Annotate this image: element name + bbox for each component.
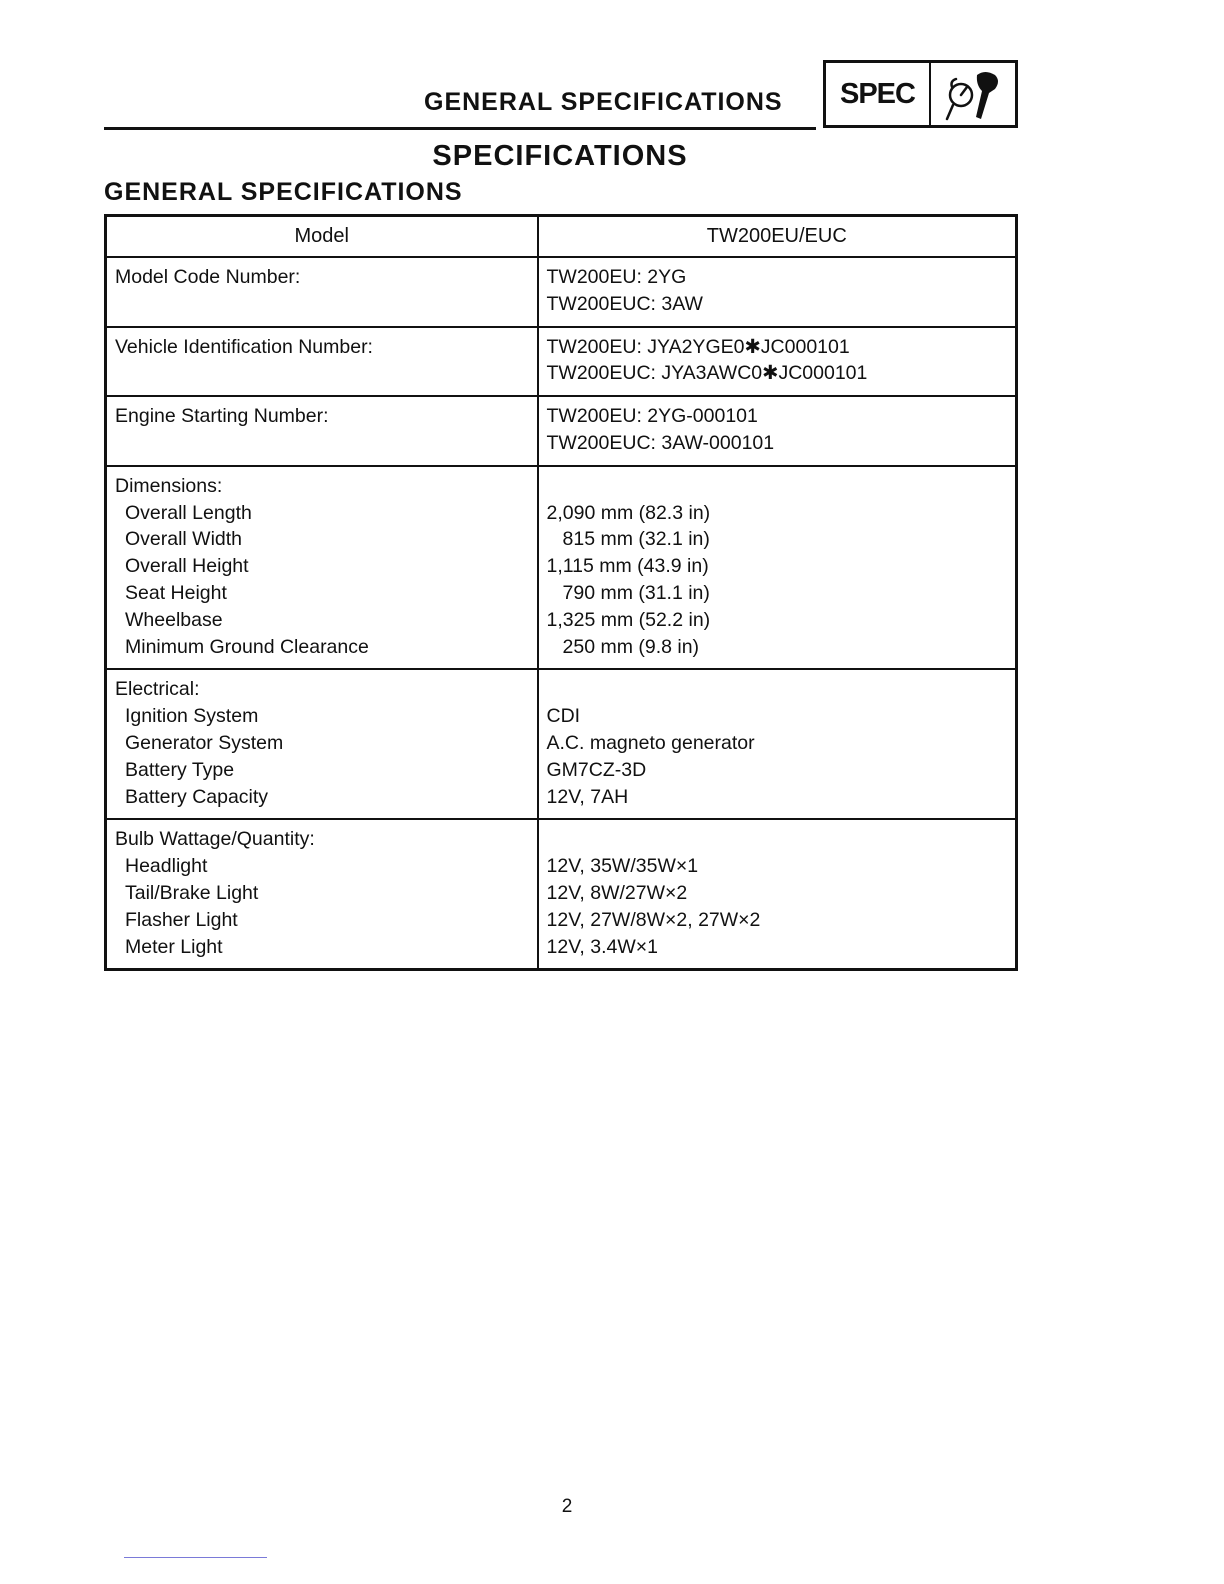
item-name: Generator System	[125, 731, 284, 754]
group-label: Dimensions:	[115, 474, 223, 497]
footer-underline	[124, 1557, 267, 1558]
group-label: Bulb Wattage/Quantity:	[115, 828, 315, 851]
item-value: 12V, 27W/8W×2, 27W×2	[546, 908, 761, 931]
row-value: TW200EU: 2YG	[546, 266, 687, 288]
item-name: Overall Width	[125, 528, 243, 551]
item-value: 1,115 mm (43.9 in)	[546, 555, 709, 578]
item-name: Minimum Ground Clearance	[125, 635, 369, 658]
spec-badge-label: SPEC	[826, 63, 931, 125]
item-value: 12V, 7AH	[546, 785, 629, 808]
item-value: GM7CZ-3D	[546, 758, 647, 781]
row-value: TW200EU: JYA2YGE0✱JC000101	[546, 335, 850, 358]
item-name: Ignition System	[125, 705, 259, 728]
item-name: Battery Capacity	[125, 785, 269, 808]
item-value: CDI	[546, 705, 581, 728]
row-value: TW200EU: 2YG-000101	[546, 405, 758, 428]
item-name: Tail/Brake Light	[125, 881, 259, 904]
page-number: 2	[561, 1496, 573, 1517]
group-label: Electrical:	[115, 678, 200, 701]
item-value: 12V, 35W/35W×1	[546, 855, 699, 878]
row-label: Engine Starting Number:	[115, 405, 329, 428]
item-value: 1,325 mm (52.2 in)	[546, 608, 711, 631]
table-row-engine-starting	[106, 396, 1017, 466]
running-header-title: GENERAL SPECIFICATIONS	[424, 88, 783, 116]
row-value: TW200EUC: 3AW-000101	[546, 431, 775, 454]
item-name: Flasher Light	[125, 908, 238, 931]
table-row-vin	[106, 327, 1017, 397]
item-value: A.C. magneto generator	[546, 731, 755, 754]
item-value: 12V, 8W/27W×2	[546, 881, 688, 904]
general-specifications-table	[104, 214, 1018, 971]
item-value: 2,090 mm (82.3 in)	[546, 501, 711, 524]
table-header-row	[106, 216, 1017, 258]
item-name: Seat Height	[125, 581, 227, 604]
row-value: TW200EUC: JYA3AWC0✱JC000101	[546, 362, 868, 385]
table-row-bulbs	[106, 819, 1017, 969]
item-value: 12V, 3.4W×1	[546, 935, 658, 958]
model-header: Model	[106, 216, 538, 258]
item-value: 790 mm (31.1 in)	[562, 581, 710, 604]
model-value-header: TW200EU/EUC	[538, 216, 1017, 258]
subsection-title: GENERAL SPECIFICATIONS	[104, 178, 463, 206]
table-row-electrical	[106, 669, 1017, 819]
item-value: 250 mm (9.8 in)	[562, 635, 700, 658]
spec-badge	[823, 60, 1018, 128]
row-value: TW200EUC: 3AW	[546, 292, 703, 315]
item-value: 815 mm (32.1 in)	[562, 528, 710, 551]
table-row-model-code	[106, 257, 1017, 327]
item-name: Headlight	[125, 855, 208, 878]
item-name: Battery Type	[125, 758, 235, 781]
section-title: SPECIFICATIONS	[432, 140, 688, 172]
table-row-dimensions	[106, 466, 1017, 670]
row-label: Vehicle Identification Number:	[115, 335, 373, 358]
header-rule	[104, 127, 816, 130]
item-name: Meter Light	[125, 935, 223, 958]
item-name: Overall Length	[125, 501, 252, 524]
item-name: Wheelbase	[125, 608, 223, 631]
item-name: Overall Height	[125, 555, 249, 578]
gauge-wrench-icon	[931, 63, 1015, 125]
row-label: Model Code Number:	[115, 266, 301, 288]
